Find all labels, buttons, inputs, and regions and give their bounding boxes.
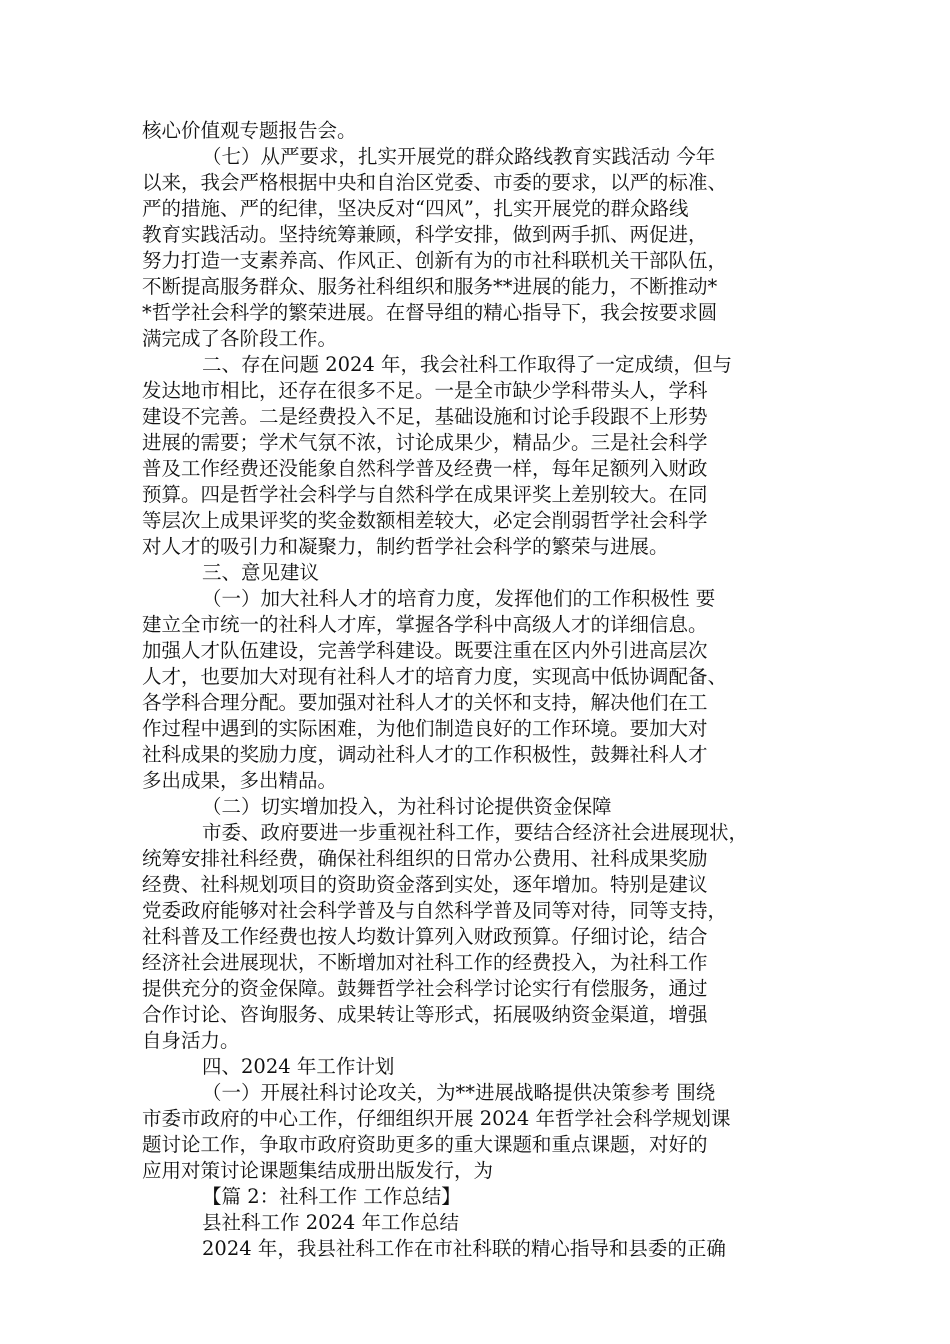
text-line: 三、意见建议: [202, 561, 320, 584]
text-line: 加强人才队伍建设，完善学科建设。既要注重在区内外引进高层次: [142, 639, 708, 662]
text-line: （二）切实增加投入，为社科讨论提供资金保障: [202, 795, 612, 818]
text-line: 严的措施、严的纪律，坚决反对“四风”，扎实开展党的群众路线: [142, 197, 689, 220]
text-line: 多出成果，多出精品。: [142, 769, 338, 792]
text-line: 不断提高服务群众、服务社科组织和服务**进展的能力，不断推动*: [142, 275, 718, 298]
text-line: 【篇 2：社科工作 工作总结】: [202, 1185, 461, 1208]
text-line: 人才，也要加大对现有社科人才的培育力度，实现高中低协调配备、: [142, 665, 728, 688]
text-line: 社科成果的奖励力度，调动社科人才的工作积极性，鼓舞社科人才: [142, 743, 708, 766]
text-line: 四、2024 年工作计划: [202, 1055, 395, 1078]
text-line: 市委市政府的中心工作，仔细组织开展 2024 年哲学社会科学规划课: [142, 1107, 731, 1130]
text-line: 题讨论工作，争取市政府资助更多的重大课题和重点课题，对好的: [142, 1133, 708, 1156]
text-line: 普及工作经费还没能象自然科学普及经费一样，每年足额列入财政: [142, 457, 708, 480]
text-line: 作过程中遇到的实际困难，为他们制造良好的工作环境。要加大对: [142, 717, 708, 740]
text-line: 自身活力。: [142, 1029, 240, 1052]
text-line: 进展的需要；学术气氛不浓，讨论成果少，精品少。三是社会科学: [142, 431, 708, 454]
text-line: 各学科合理分配。要加强对社科人才的关怀和支持，解决他们在工: [142, 691, 708, 714]
text-line: 建设不完善。二是经费投入不足，基础设施和讨论手段跟不上形势: [142, 405, 708, 428]
text-line: （七）从严要求，扎实开展党的群众路线教育实践活动 今年: [202, 145, 716, 168]
text-line: 提供充分的资金保障。鼓舞哲学社会科学讨论实行有偿服务，通过: [142, 977, 708, 1000]
text-line: 二、存在问题 2024 年，我会社科工作取得了一定成绩，但与: [202, 353, 733, 376]
text-line: 统筹安排社科经费，确保社科组织的日常办公费用、社科成果奖励: [142, 847, 708, 870]
text-line: （一）开展社科讨论攻关，为**进展战略提供决策参考 围绕: [202, 1081, 716, 1104]
text-line: 县社科工作 2024 年工作总结: [202, 1211, 460, 1234]
text-line: 建立全市统一的社科人才库，掌握各学科中高级人才的详细信息。: [142, 613, 708, 636]
document-body: [142, 118, 832, 1262]
text-line: 经济社会进展现状，不断增加对社科工作的经费投入，为社科工作: [142, 951, 708, 974]
text-line: *哲学社会科学的繁荣进展。在督导组的精心指导下，我会按要求圆: [142, 301, 718, 324]
text-line: 核心价值观专题报告会。: [142, 119, 357, 142]
text-line: （一）加大社科人才的培育力度，发挥他们的工作积极性 要: [202, 587, 716, 610]
text-line: 合作讨论、咨询服务、成果转让等形式，拓展吸纳资金渠道，增强: [142, 1003, 708, 1026]
text-line: 满完成了各阶段工作。: [142, 327, 338, 350]
text-line: 应用对策讨论课题集结成册出版发行，为: [142, 1159, 494, 1182]
text-line: 市委、政府要进一步重视社科工作，要结合经济社会进展现状，: [202, 821, 749, 844]
text-line: 以来，我会严格根据中央和自治区党委、市委的要求，以严的标准、: [142, 171, 728, 194]
text-line: 对人才的吸引力和凝聚力，制约哲学社会科学的繁荣与进展。: [142, 535, 669, 558]
text-line: 经费、社科规划项目的资助资金落到实处，逐年增加。特别是建议: [142, 873, 708, 896]
text-line: 努力打造一支素养高、作风正、创新有为的市社科联机关干部队伍，: [142, 249, 728, 272]
text-line: 等层次上成果评奖的奖金数额相差较大，必定会削弱哲学社会科学: [142, 509, 708, 532]
text-line: 党委政府能够对社会科学普及与自然科学普及同等对待，同等支持，: [142, 899, 728, 922]
text-line: 社科普及工作经费也按人均数计算列入财政预算。仔细讨论，结合: [142, 925, 708, 948]
text-line: 发达地市相比，还存在很多不足。一是全市缺少学科带头人，学科: [142, 379, 708, 402]
text-line: 2024 年，我县社科工作在市社科联的精心指导和县委的正确: [202, 1237, 726, 1260]
text-line: 预算。四是哲学社会科学与自然科学在成果评奖上差别较大。在同: [142, 483, 708, 506]
text-line: 教育实践活动。坚持统筹兼顾，科学安排，做到两手抓、两促进，: [142, 223, 708, 246]
